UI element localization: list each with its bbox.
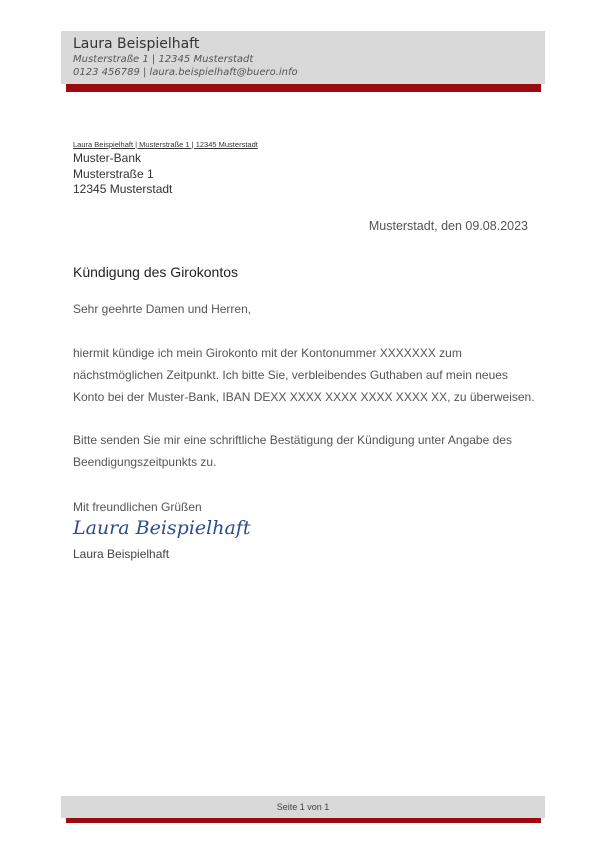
body-line: Konto bei der Muster-Bank, IBAN DEXX XXXX XXXX XXXX XXXX XX, zu überweisen. — [73, 390, 535, 404]
body-line: nächstmöglichen Zeitpunkt. Ich bitte Sie, verbleibendes Guthaben auf mein neues — [73, 368, 508, 382]
recipient-street: Musterstraße 1 — [73, 166, 154, 181]
page-footer — [61, 796, 545, 818]
sender-contact: 0123 456789 | laura.beispielhaft@buero.info — [73, 67, 298, 78]
return-address-line: Laura Beispielhaft | Musterstraße 1 | 12345 Musterstadt — [73, 140, 258, 149]
body-line: Bitte senden Sie mir eine schriftliche Bestätigung der Kündigung unter Angabe des — [73, 433, 512, 447]
handwritten-signature: Laura Beispielhaft — [73, 517, 251, 539]
salutation: Sehr geehrte Damen und Herren, — [73, 302, 252, 316]
body-paragraph-2 — [73, 429, 533, 473]
sender-name: Laura Beispielhaft — [73, 36, 200, 52]
recipient-name: Muster-Bank — [73, 151, 142, 165]
letter-date: Musterstadt, den 09.08.2023 — [368, 219, 528, 233]
typed-signer-name: Laura Beispielhaft — [73, 547, 170, 561]
body-paragraph-1 — [73, 342, 533, 408]
closing-phrase: Mit freundlichen Grüßen — [73, 500, 202, 514]
recipient-address — [73, 151, 172, 198]
sender-address: Musterstraße 1 | 12345 Musterstadt — [73, 54, 254, 65]
letterhead-accent-bar — [66, 84, 541, 92]
letter-subject: Kündigung des Girokontos — [73, 264, 238, 280]
page-number: Seite 1 von 1 — [276, 802, 330, 812]
recipient-city: 12345 Musterstadt — [73, 182, 173, 196]
body-line: hiermit kündige ich mein Girokonto mit der Kontonummer XXXXXXX zum — [73, 346, 462, 360]
footer-accent-bar — [66, 818, 541, 823]
body-line: Beendigungszeitpunkts zu. — [73, 455, 217, 469]
